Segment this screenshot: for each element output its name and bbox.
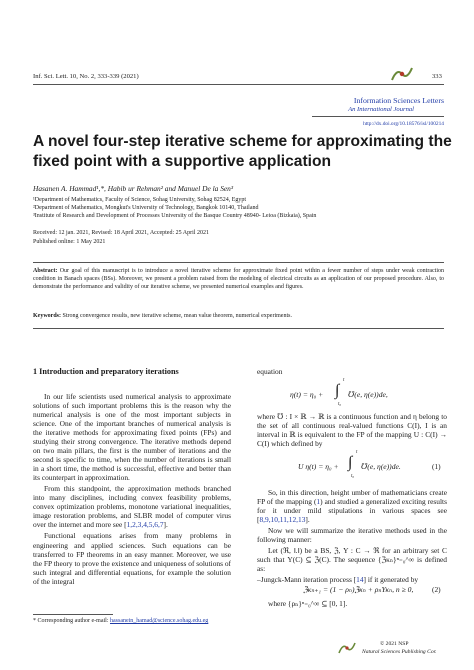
affiliation-2: ²Department of Mathematics, Mongkut's University of Technology, Bangkok 10140, Thailand [33, 204, 259, 211]
intro-paragraph-2: From this standpoint, the approximation methods branched into many disciplines, including convex feasibility problems, convex optimization problems, monotone variational inequalities, image restoration problems, and SLBR model of computer virus over the internet and more see [1,2,3,4,5,6,7]. [33, 484, 231, 530]
footnote-rule [33, 614, 113, 615]
journal-reference: Inf. Sci. Lett. 10, No. 2, 333-339 (2021) [33, 73, 139, 80]
equation-number-2: (2) [432, 585, 441, 594]
authors: Hasanen A. Hammad¹,*, Habib ur Rehman² and Manuel De la Sen³ [33, 184, 234, 193]
doi-link[interactable]: http://dx.doi.org/10.18576/isl/100214 [363, 121, 444, 127]
operator-equation [298, 450, 438, 479]
equation-word: equation [257, 367, 283, 376]
page-number: 333 [432, 73, 442, 80]
where-paragraph: where ℧ : I × ℝ → ℝ is a continuous function and η belong to the set of all continuous real-valued functions C(I), I is an interval in ℝ is equivalent to the FP of the mapping U : C(I) → C(I) which defined by [257, 412, 447, 449]
eq2-integrand: ℧(e, η(e))de. [361, 462, 401, 471]
section-heading: 1 Introduction and preparatory iterations [33, 367, 179, 376]
equation-number-1: (1) [432, 462, 441, 471]
received-dates: Received: 12 jan. 2021, Revised: 18 April 2021, Accepted: 25 April 2021 [33, 230, 209, 236]
affiliations [33, 197, 453, 221]
affiliation-3: ³Institute of Research and Development of Processes University of the Basque Country 48940- Leioa (Bizkaia), Spain [33, 212, 317, 219]
ref-link-8-13[interactable]: 8,9,10,11,12,13 [259, 515, 306, 525]
jungck-paragraph: –Jungck-Mann iteration process [14] if it generated by [257, 575, 419, 585]
right-column-text [257, 488, 447, 584]
keywords [33, 313, 444, 319]
published-date: Published online: 1 May 2021 [33, 239, 106, 245]
let-paragraph: Let (ℜ, ‖.‖) be a BS, ℨ, Υ : C → ℜ for an arbitrary set C such that Υ(C) ⊆ ℨ(C). The sequence {ℨκₙ}ⁿ₌₀^∞ is defined as: [257, 546, 447, 574]
ref-link-1-7[interactable]: 1,2,3,4,5,6,7 [126, 520, 164, 530]
keywords-label: Keywords: [33, 313, 61, 319]
footnote: * Corresponding author e-mail: hassanein_hamad@science.sohag.edu.eg [33, 618, 209, 624]
eq-integrand: ℧(e, η(e))de, [348, 390, 388, 399]
journal-name: Information Sciences Letters [353, 96, 444, 105]
integral-lower-2: t₀ [351, 474, 355, 479]
abstract [33, 268, 444, 291]
integral-upper-2: t [356, 450, 358, 455]
publisher-name: Natural Sciences Publishing Cor. [362, 649, 437, 655]
integral-sign: ∫ [335, 382, 340, 399]
paper-title [33, 132, 453, 172]
intro-paragraph-1: In our life scientists used numerical analysis to approximate solutions of such important problems this is the reason why the numerical analysis is one of the most important subjects in science. One of the important branches of numerical analysis is the iterative methods for approximating fixed points (FPs) and studying their strong convergence. The iterative methods depend on two main pillars, the first is the number of iterations and the second is specific to time, when the number of iterations is small in a short time, the method is successful, effective and better than its counterpart in approximation. [33, 392, 231, 483]
where-rho-paragraph: where {ρₙ}ⁿ₌₀^∞ ⊆ [0, 1]. [268, 599, 348, 608]
eq2-lhs: U η(t) = η₀ + [298, 462, 339, 471]
copyright: © 2021 NSP [380, 641, 409, 647]
now-paragraph: Now we will summarize the iterative methods used in the following manner: [257, 526, 447, 545]
corresponding-email-link[interactable]: hassanein_hamad@science.sohag.edu.eg [109, 618, 209, 624]
title-line-2: fixed point with a supportive application [33, 152, 332, 170]
abstract-bottom-rule [33, 328, 444, 329]
ref-link-14[interactable]: 14 [356, 575, 364, 585]
intro-paragraph-3: Functional equations arises from many problems in engineering and applied sciences. Such equations can be transferred to FP theorems in an easy manner. Moreover, we use the FP theory to prove the existence and uniqueness of solutions of such integral and differential equations, for example the solution of the integral [33, 531, 231, 586]
abstract-text: Our goal of this manuscript is to introduce a novel iterative scheme for approximate fixed point within a fewer number of steps under weak contraction condition in Banach spaces (BSs). Moreover, we present a problem raised from the modeling of electrical circuits as an application of our proposed procedure. Also, to demonstrate the performance and validity of our iterative scheme, we presented numerical examples and figures. [33, 268, 444, 290]
nsp-footer-logo [338, 641, 356, 659]
integral-sign-2: ∫ [348, 454, 353, 471]
keywords-text: Strong convergence results, new iterative scheme, mean value theorem, numerical experiments. [61, 313, 292, 319]
journal-rule [312, 116, 444, 117]
jungck-mann-equation: ℨκₙ₊₁ = (1 − ρₙ)ℨκₙ + ρₙΥκₙ, n ≥ 0, [303, 585, 414, 594]
header-rule [33, 84, 444, 85]
journal-subtitle: An International Journal [348, 106, 414, 113]
integral-equation [290, 378, 430, 407]
abstract-label: Abstract: [33, 268, 58, 274]
left-column-text [33, 392, 231, 586]
integral-upper: t [343, 378, 345, 383]
eq-ref-link-1[interactable]: 1 [316, 497, 321, 507]
affiliation-1: ¹Department of Mathematics, Faculty of Science, Sohag University, Sohag 82524, Egypt [33, 197, 247, 203]
abstract-top-rule [33, 262, 444, 263]
eq-lhs: η(t) = η₀ + [290, 390, 324, 399]
integral-lower: t₀ [338, 402, 342, 407]
so-paragraph: So, in this direction, height umber of mathematicians create FP of the mapping (1) and studied a generalized exciting results for it under mild stipulations in various spaces see [8,9,10,11,12,13]. [257, 488, 447, 525]
title-line-1: A novel four-step iterative scheme for approximating the [33, 133, 452, 150]
